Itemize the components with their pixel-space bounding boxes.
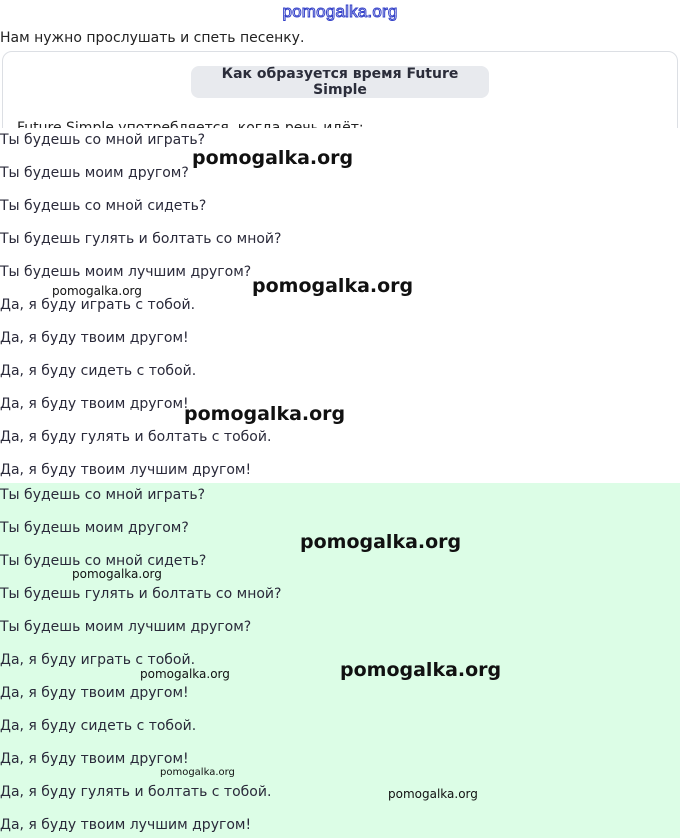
lyric-line: Да, я буду сидеть с тобой. bbox=[0, 718, 197, 734]
lyric-line: Да, я буду твоим другом! bbox=[0, 396, 189, 412]
lyric-line: Да, я буду твоим лучшим другом! bbox=[0, 817, 252, 833]
lyric-line: Да, я буду сидеть с тобой. bbox=[0, 363, 197, 379]
intro-text: Нам нужно прослушать и спеть песенку. bbox=[0, 30, 305, 46]
lyric-line: Ты будешь со мной сидеть? bbox=[0, 198, 207, 214]
watermark: pomogalka.org bbox=[72, 567, 162, 581]
lyric-line: Да, я буду твоим лучшим другом! bbox=[0, 462, 252, 478]
watermark: pomogalka.org bbox=[52, 284, 142, 298]
lyric-line: Ты будешь моим другом? bbox=[0, 520, 189, 536]
watermark: pomogalka.org bbox=[340, 659, 502, 681]
future-simple-button[interactable]: Как образуется время Future Simple bbox=[191, 66, 489, 98]
lyric-line: Ты будешь со мной играть? bbox=[0, 132, 206, 148]
watermark: pomogalka.org bbox=[140, 667, 230, 681]
lyric-line: Ты будешь моим лучшим другом? bbox=[0, 619, 252, 635]
song-lyrics bbox=[0, 128, 680, 483]
lyric-line: Ты будешь моим лучшим другом? bbox=[0, 264, 252, 280]
lyric-line: Да, я буду играть с тобой. bbox=[0, 297, 196, 313]
lyric-line: Ты будешь со мной сидеть? bbox=[0, 553, 207, 569]
lyric-line: Ты будешь со мной играть? bbox=[0, 487, 206, 503]
watermark: pomogalka.org bbox=[160, 767, 235, 778]
watermark: pomogalka.org bbox=[300, 531, 462, 553]
lyric-line: Да, я буду играть с тобой. bbox=[0, 652, 196, 668]
watermark: pomogalka.org bbox=[184, 403, 346, 425]
lyric-line: Ты будешь гулять и болтать со мной? bbox=[0, 586, 282, 602]
lyric-line: Ты будешь гулять и болтать со мной? bbox=[0, 231, 282, 247]
watermark: pomogalka.org bbox=[252, 275, 414, 297]
site-brand[interactable]: pomogalka.org bbox=[282, 2, 398, 21]
lyric-line: Да, я буду гулять и болтать с тобой. bbox=[0, 784, 272, 800]
lyric-line: Да, я буду твоим другом! bbox=[0, 751, 189, 767]
lyric-line: Ты будешь моим другом? bbox=[0, 165, 189, 181]
watermark: pomogalka.org bbox=[192, 147, 354, 169]
lyric-line: Да, я буду твоим другом! bbox=[0, 685, 189, 701]
lyric-line: Да, я буду твоим другом! bbox=[0, 330, 189, 346]
lyric-line: Да, я буду гулять и болтать с тобой. bbox=[0, 429, 272, 445]
watermark: pomogalka.org bbox=[388, 787, 478, 801]
